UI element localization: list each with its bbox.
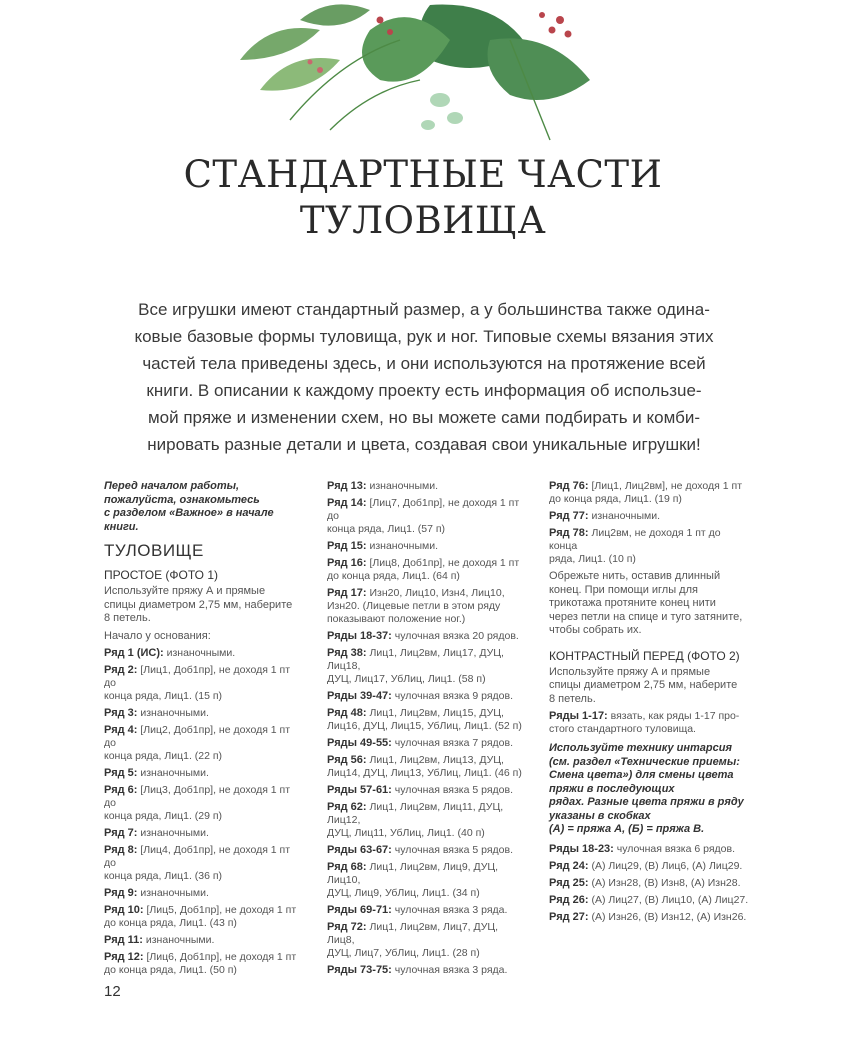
- row-instruction: [104, 707, 300, 720]
- row-label: Ряд 14:: [327, 497, 367, 509]
- row-instruction: [327, 861, 527, 900]
- row-text: Лиц14, ДУЦ, Лиц13, УбЛиц, Лиц1. (46 п): [327, 767, 522, 779]
- intro-line: ковые базовые формы туловища, рук и ног. Типовые схемы вязания этих: [134, 327, 714, 346]
- important-note: [104, 480, 300, 534]
- row-label: Ряд 6:: [104, 784, 138, 796]
- intro-line: частей тела приведены здесь, и они используются на протяжение всей: [142, 354, 706, 373]
- note-line: пожалуйста, ознакомьтесь: [104, 493, 260, 506]
- note-line: Используйте технику интарсия: [549, 742, 732, 754]
- page-title: [0, 152, 846, 244]
- row-instruction: [104, 724, 300, 763]
- row-instruction: [327, 480, 527, 493]
- note-line: указаны в скобках: [549, 809, 651, 822]
- row-text: [Лиц7, Доб1пр], не доходя 1 пт до: [327, 497, 520, 522]
- row-label: Ряд 56:: [327, 754, 367, 766]
- row-instruction: [327, 801, 527, 840]
- row-instruction: [327, 557, 527, 583]
- row-text: [Лиц6, Доб1пр], не доходя 1 пт: [146, 951, 297, 963]
- row-label: Ряды 73-75:: [327, 964, 392, 976]
- row-instruction: [104, 934, 300, 947]
- note-line: пряжи в последующих: [549, 782, 675, 795]
- row-instruction: [549, 843, 749, 856]
- row-label: Ряд 15:: [327, 540, 367, 552]
- row-instruction: [104, 887, 300, 900]
- row-label: Ряды 69-71:: [327, 904, 392, 916]
- row-label: Ряд 77:: [549, 510, 589, 522]
- row-text: вязать, как ряды 1-17 про-: [610, 710, 740, 722]
- row-label: Ряд 62:: [327, 801, 367, 813]
- row-instruction: [104, 647, 300, 660]
- row-label: Ряд 26:: [549, 893, 589, 906]
- row-text: Лиц1, Лиц2вм, Лиц17, ДУЦ, Лиц18,: [327, 647, 504, 672]
- row-label: Ряд 9:: [104, 887, 138, 899]
- row-text: ДУЦ, Лиц7, УбЛиц, Лиц1. (28 п): [327, 947, 480, 959]
- note-line: Смена цвета») для смены цвета: [549, 769, 734, 781]
- note-line: с разделом «Важное» в начале: [104, 507, 274, 519]
- row-label: Ряд 16:: [327, 557, 367, 569]
- row-label: Ряд 8:: [104, 844, 138, 856]
- row-text: изнаночными.: [140, 707, 209, 719]
- title-line-2: ТУЛОВИЩА: [299, 199, 547, 242]
- row-text: Лиц1, Лиц2вм, Лиц7, ДУЦ, Лиц8,: [327, 921, 499, 946]
- row-text: (А) Изн26, (В) Изн12, (А) Изн26.: [591, 910, 747, 923]
- row-instruction: [327, 707, 527, 733]
- note-line: (см. раздел «Технические приемы:: [549, 755, 740, 768]
- row-label: Ряды 18-23:: [549, 842, 614, 855]
- row-text: (А) Изн28, (В) Изн8, (А) Изн28.: [591, 876, 741, 889]
- para-line: Обрежьте нить, оставив длинный: [549, 570, 721, 582]
- para-line: трикотажа протяните конец нити: [549, 597, 716, 609]
- row-text: [Лиц8, Доб1пр], не доходя 1 пт: [369, 557, 520, 569]
- row-text: [Лиц5, Доб1пр], не доходя 1 пт: [146, 904, 297, 916]
- row-instruction: [327, 497, 527, 536]
- row-text: до конца ряда, Лиц1. (64 п): [327, 570, 460, 582]
- row-text: [Лиц2, Доб1пр], не доходя 1 пт до: [104, 724, 291, 749]
- intro-line: нировать разные детали и цвета, создавая свои уникальные игрушки!: [147, 435, 701, 454]
- row-instruction: [327, 904, 527, 917]
- subsection-heading: ПРОСТОЕ (ФОТО 1): [104, 568, 219, 582]
- row-instruction: [327, 964, 527, 977]
- row-label: Ряд 25:: [549, 876, 589, 889]
- column-2: [327, 480, 527, 981]
- row-label: Ряды 63-67:: [327, 844, 392, 856]
- column-3: [549, 480, 749, 928]
- row-text: чулочная вязка 7 рядов.: [394, 737, 513, 749]
- row-list: [327, 480, 527, 977]
- note-line: рядах. Разные цвета пряжи в ряду: [549, 796, 744, 808]
- intro-line: мой пряже и изменении схем, но вы можете сами подбирать и комби-: [147, 408, 700, 427]
- row-instruction: [327, 921, 527, 960]
- row-label: Ряд 13:: [327, 480, 367, 492]
- row-instruction: [327, 540, 527, 553]
- row-text: конца ряда, Лиц1. (22 п): [104, 750, 223, 762]
- row-instruction: [327, 844, 527, 857]
- para-line: конец. При помощи иглы для: [549, 583, 698, 596]
- row-text: конца ряда, Лиц1. (29 п): [104, 810, 223, 822]
- row-instruction: [549, 911, 749, 924]
- row-list: [549, 843, 749, 924]
- row-text: чулочная вязка 9 рядов.: [394, 690, 513, 702]
- row-label: Ряд 76:: [549, 480, 589, 492]
- row-label: Ряд 48:: [327, 707, 367, 719]
- row-text: Лиц2вм, не доходя 1 пт до конца: [549, 527, 721, 552]
- row-text: изнаночными.: [591, 510, 661, 522]
- row-label: Ряд 11:: [104, 934, 143, 946]
- row-text: чулочная вязка 5 рядов.: [394, 784, 513, 796]
- row-label: Ряд 17:: [327, 587, 367, 599]
- row-text: ДУЦ, Лиц17, УбЛиц, Лиц1. (58 п): [327, 673, 486, 685]
- row-text: до конца ряда, Лиц1. (19 п): [549, 493, 682, 505]
- para-line: 8 петель.: [104, 612, 151, 624]
- row-instruction: [104, 904, 300, 930]
- finishing-paragraph: [549, 570, 749, 638]
- row-text: стого стандартного туловища.: [549, 723, 696, 735]
- title-line-1: СТАНДАРТНЫЕ ЧАСТИ: [183, 153, 663, 196]
- row-label: Ряды 39-47:: [327, 690, 392, 702]
- row-text: изнаночными.: [140, 887, 209, 899]
- row-label: Ряд 1 (ИС):: [104, 647, 164, 659]
- row-label: Ряд 4:: [104, 724, 138, 736]
- row-text: изнаночными.: [369, 480, 439, 492]
- instruction-paragraph: [549, 666, 749, 707]
- para-line: Используйте пряжу А и прямые: [549, 665, 711, 678]
- row-instruction: [549, 710, 749, 736]
- instruction-paragraph: [104, 585, 300, 626]
- row-text: ДУЦ, Лиц9, УбЛиц, Лиц1. (34 п): [327, 887, 480, 899]
- row-label: Ряд 72:: [327, 921, 367, 933]
- page-number: 12: [104, 983, 121, 1000]
- row-label: Ряд 2:: [104, 664, 138, 676]
- row-instruction: [327, 754, 527, 780]
- row-instruction: [327, 690, 527, 703]
- row-label: Ряды 1-17:: [549, 710, 608, 722]
- row-label: Ряд 12:: [104, 951, 144, 963]
- row-text: чулочная вязка 5 рядов.: [394, 844, 513, 856]
- note-line: (А) = пряжа А, (Б) = пряжа В.: [549, 823, 705, 835]
- row-label: Ряды 57-61:: [327, 784, 392, 796]
- row-instruction: [104, 827, 300, 840]
- row-text: Лиц16, ДУЦ, Лиц15, УбЛиц, Лиц1. (52 п): [327, 720, 522, 732]
- row-text: конца ряда, Лиц1. (36 п): [104, 870, 223, 882]
- row-instruction: [549, 860, 749, 873]
- row-label: Ряд 5:: [104, 767, 138, 779]
- row-text: изнаночными.: [145, 934, 215, 946]
- row-label: Ряд 68:: [327, 861, 367, 873]
- row-text: изнаночными.: [369, 540, 439, 552]
- row-instruction: [327, 784, 527, 797]
- row-text: Лиц1, Лиц2вм, Лиц15, ДУЦ,: [369, 707, 504, 719]
- para-line: спицы диаметром 2,75 мм, наберите: [549, 679, 738, 691]
- row-text: чулочная вязка 3 ряда.: [394, 964, 508, 976]
- row-text: чулочная вязка 3 ряда.: [394, 904, 508, 916]
- row-text: чулочная вязка 6 рядов.: [616, 842, 735, 855]
- row-text: Лиц1, Лиц2вм, Лиц9, ДУЦ, Лиц10,: [327, 861, 499, 886]
- row-instruction: [104, 664, 300, 703]
- row-label: Ряд 7:: [104, 827, 138, 839]
- row-instruction: [104, 767, 300, 780]
- row-text: ДУЦ, Лиц11, УбЛиц, Лиц1. (40 п): [327, 827, 485, 839]
- para-line: через петли на спице и туго затяните,: [549, 610, 743, 623]
- row-text: изнаночными.: [166, 647, 236, 659]
- row-text: [Лиц1, Доб1пр], не доходя 1 пт до: [104, 664, 291, 689]
- row-text: конца ряда, Лиц1. (15 п): [104, 690, 223, 702]
- start-note: Начало у основания:: [104, 629, 211, 642]
- row-instruction: [549, 527, 749, 566]
- row-label: Ряд 38:: [327, 647, 367, 659]
- column-1: [104, 480, 300, 981]
- row-text: Лиц1, Лиц2вм, Лиц11, ДУЦ, Лиц12,: [327, 801, 504, 826]
- row-label: Ряд 24:: [549, 859, 589, 872]
- row-text: (А) Лиц29, (В) Лиц6, (А) Лиц29.: [591, 859, 743, 872]
- row-text: [Лиц1, Лиц2вм], не доходя 1 пт: [591, 480, 743, 492]
- row-instruction: [549, 480, 749, 506]
- row-label: Ряд 3:: [104, 707, 138, 719]
- row-text: изнаночными.: [140, 767, 209, 779]
- row-text: Изн20. (Лицевые петли в этом ряду: [327, 600, 501, 612]
- row-instruction: [104, 784, 300, 823]
- row-text: показывают положение ног.): [327, 613, 466, 625]
- row-list: [549, 480, 749, 566]
- row-text: изнаночными.: [140, 827, 209, 839]
- row-instruction: [327, 630, 527, 643]
- row-instruction: [104, 844, 300, 883]
- row-text: чулочная вязка 20 рядов.: [394, 630, 519, 642]
- row-instruction: [327, 587, 527, 626]
- row-text: [Лиц3, Доб1пр], не доходя 1 пт до: [104, 784, 291, 809]
- row-instruction: [104, 951, 300, 977]
- row-text: до конца ряда, Лиц1. (50 п): [104, 964, 237, 976]
- para-line: чтобы собрать их.: [549, 624, 642, 636]
- row-instruction: [327, 647, 527, 686]
- row-label: Ряд 78:: [549, 527, 589, 539]
- intarsia-note: [549, 742, 749, 837]
- para-line: 8 петель.: [549, 692, 596, 705]
- row-text: (А) Лиц27, (В) Лиц10, (А) Лиц27.: [591, 893, 749, 906]
- row-text: Изн20, Лиц10, Изн4, Лиц10,: [369, 587, 505, 599]
- row-instruction: [549, 877, 749, 890]
- intro-paragraph: [118, 296, 730, 458]
- row-text: Лиц1, Лиц2вм, Лиц13, ДУЦ,: [369, 754, 504, 766]
- row-text: конца ряда, Лиц1. (57 п): [327, 523, 446, 535]
- note-line: книги.: [104, 520, 139, 533]
- row-text: до конца ряда, Лиц1. (43 п): [104, 917, 237, 929]
- row-text: [Лиц4, Доб1пр], не доходя 1 пт до: [104, 844, 291, 869]
- para-line: спицы диаметром 2,75 мм, наберите: [104, 598, 293, 611]
- row-text: ряда, Лиц1. (10 п): [549, 553, 636, 565]
- row-label: Ряд 27:: [549, 910, 589, 923]
- row-list: [104, 647, 300, 977]
- intro-line: Все игрушки имеют стандартный размер, а у большинства также одина-: [138, 300, 710, 319]
- row-instruction: [549, 894, 749, 907]
- intro-line: книги. В описании к каждому проекту есть информация об использue-: [146, 381, 702, 400]
- row-label: Ряд 10:: [104, 904, 144, 916]
- para-line: Используйте пряжу А и прямые: [104, 585, 266, 597]
- section-heading: ТУЛОВИЩЕ: [104, 541, 204, 560]
- row-label: Ряды 49-55:: [327, 737, 392, 749]
- row-label: Ряды 18-37:: [327, 630, 392, 642]
- botanical-leaves-illustration: [230, 0, 630, 150]
- note-line: Перед началом работы,: [104, 480, 240, 492]
- row-instruction: [327, 737, 527, 750]
- subsection-heading: КОНТРАСТНЫЙ ПЕРЕД (ФОТО 2): [549, 648, 740, 663]
- row-instruction: [549, 510, 749, 523]
